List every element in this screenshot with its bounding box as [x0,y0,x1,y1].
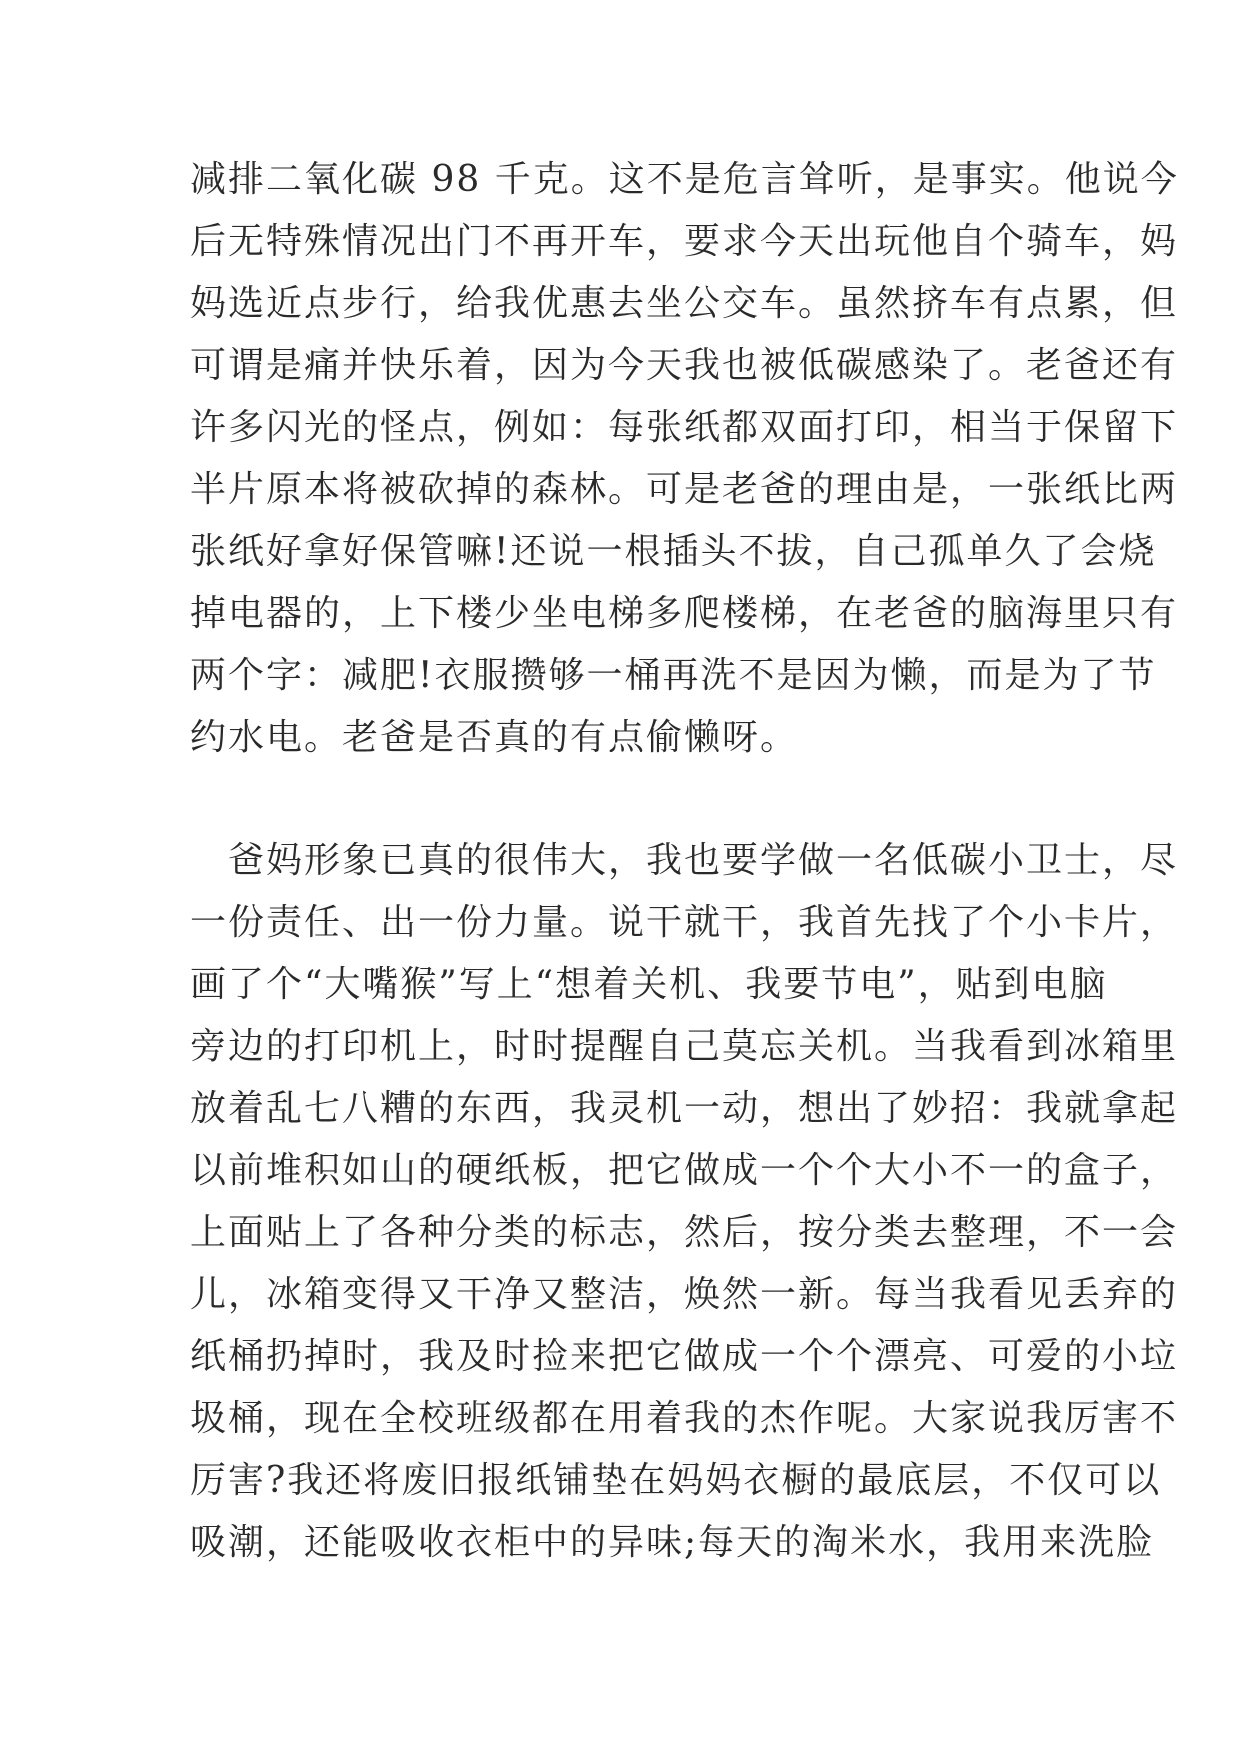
text-line: 一份责任、出一份力量。说干就干，我首先找了个小卡片， [190,902,1179,943]
text-line: 旁边的打印机上，时时提醒自己莫忘关机。当我看到冰箱里 [190,1026,1179,1067]
text-line: 上面贴上了各种分类的标志，然后，按分类去整理，不一会 [190,1212,1179,1253]
paragraph-dad-low-carbon [190,149,1179,769]
text-line: 可谓是痛并快乐着，因为今天我也被低碳感染了。老爸还有 [190,345,1179,386]
text-line: 纸桶扔掉时，我及时捡来把它做成一个个漂亮、可爱的小垃 [190,1336,1179,1377]
text-line: 许多闪光的怪点，例如：每张纸都双面打印，相当于保留下 [190,407,1179,448]
text-line: 画了个“大嘴猴”写上“想着关机、我要节电”，贴到电脑 [190,964,1108,1005]
text-line: 厉害?我还将废旧报纸铺垫在妈妈衣橱的最底层，不仅可以 [190,1460,1162,1501]
text-line: 两个字：减肥!衣服攒够一桶再洗不是因为懒，而是为了节 [190,655,1157,696]
text-line: 圾桶，现在全校班级都在用着我的杰作呢。大家说我厉害不 [190,1398,1179,1439]
text-line: 儿，冰箱变得又干净又整洁，焕然一新。每当我看见丢弃的 [190,1274,1179,1315]
text-line: 张纸好拿好保管嘛!还说一根插头不拔，自己孤单久了会烧 [190,531,1157,572]
text-line: 后无特殊情况出门不再开车，要求今天出玩他自个骑车，妈 [190,221,1179,262]
text-line: 掉电器的，上下楼少坐电梯多爬楼梯，在老爸的脑海里只有 [190,593,1179,634]
paragraph-low-carbon-guardian [190,830,1179,1574]
text-line: 减排二氧化碳 98 千克。这不是危言耸听，是事实。他说今 [190,159,1179,200]
text-line: 吸潮，还能吸收衣柜中的异味;每天的淘米水，我用来洗脸 [190,1522,1155,1563]
text-line: 妈选近点步行，给我优惠去坐公交车。虽然挤车有点累，但 [190,283,1179,324]
text-line: 以前堆积如山的硬纸板，把它做成一个个大小不一的盒子， [190,1150,1179,1191]
text-line: 约水电。老爸是否真的有点偷懒呀。 [190,717,799,758]
text-line-first: 爸妈形象已真的很伟大，我也要学做一名低碳小卫士，尽 [228,840,1179,881]
text-line: 半片原本将被砍掉的森林。可是老爸的理由是，一张纸比两 [190,469,1179,510]
text-line: 放着乱七八糟的东西，我灵机一动，想出了妙招：我就拿起 [190,1088,1179,1129]
